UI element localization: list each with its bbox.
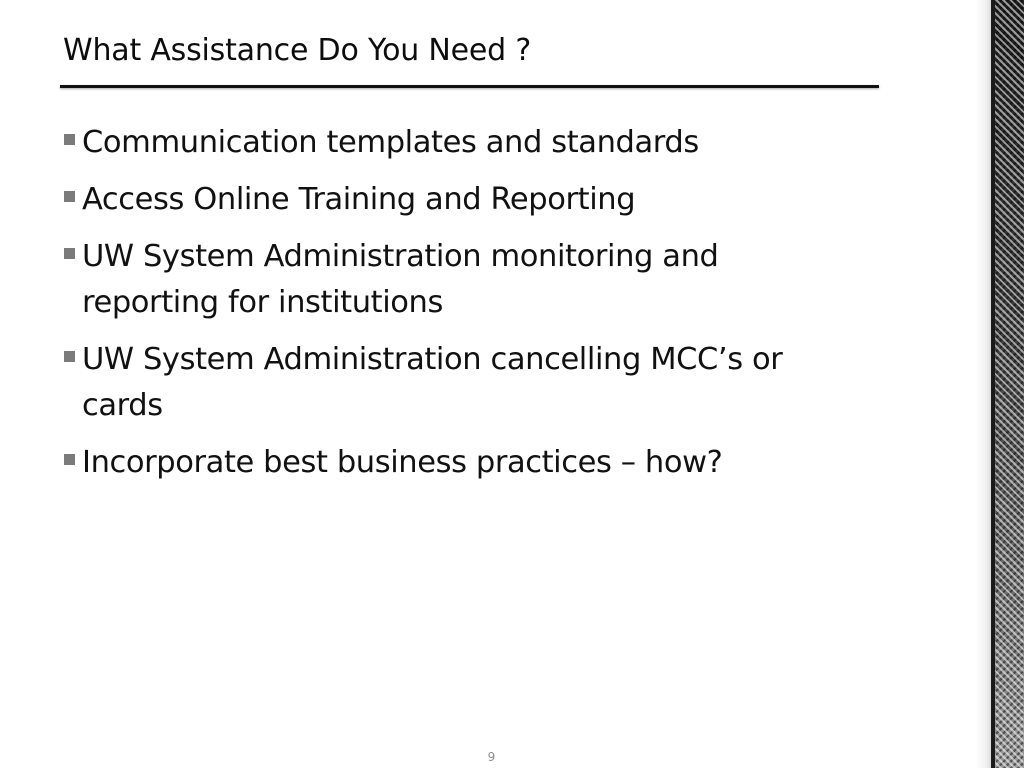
page-number: 9 (487, 750, 496, 764)
title-underline (60, 85, 879, 88)
square-bullet-icon (64, 454, 75, 465)
bullet-text: Access Online Training and Reporting (82, 182, 636, 217)
bullet-item (62, 120, 862, 166)
bullet-item (62, 234, 862, 326)
bullet-item (62, 440, 862, 486)
bullet-text: UW System Administration cancelling MCC’s or cards (82, 342, 783, 423)
bullet-list (62, 120, 862, 497)
decorative-side-band (995, 0, 1024, 768)
square-bullet-icon (64, 248, 75, 259)
slide-title: What Assistance Do You Need ? (63, 33, 532, 68)
square-bullet-icon (64, 191, 75, 202)
bullet-item (62, 337, 862, 429)
bullet-text: Communication templates and standards (82, 125, 699, 160)
bullet-text: Incorporate best business practices – how? (82, 445, 723, 480)
bullet-item (62, 177, 862, 223)
bullet-text: UW System Administration monitoring and reporting for institutions (82, 239, 719, 320)
square-bullet-icon (64, 351, 75, 362)
square-bullet-icon (64, 134, 75, 145)
